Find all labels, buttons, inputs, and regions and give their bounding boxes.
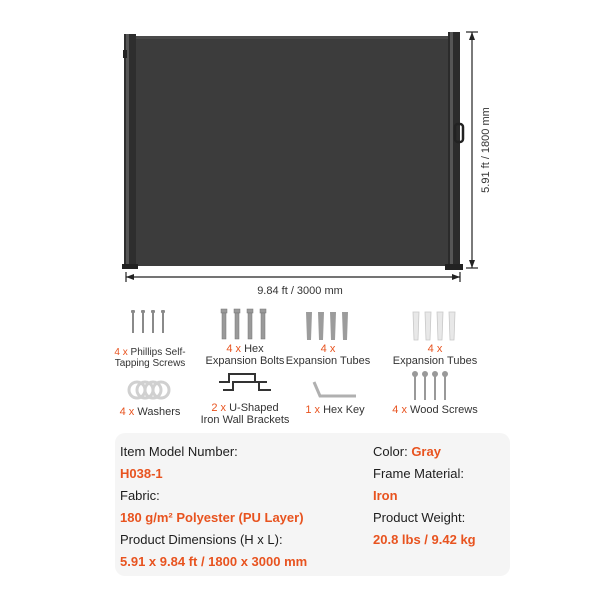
fabric-value: 180 g/m² Polyester (PU Layer) — [120, 510, 304, 525]
weight-label: Product Weight: — [373, 510, 466, 525]
width-dimension-label: 9.84 ft / 3000 mm — [257, 285, 343, 297]
expansion-tubes-gray-icon — [298, 310, 358, 342]
wood-screws-icon — [405, 370, 455, 404]
color-label: Color: — [373, 444, 408, 459]
expansion-tubes-white-icon — [405, 310, 465, 342]
part-label-phillips-screws: 4 x Phillips Self- Tapping Screws — [114, 347, 186, 369]
part-label-u-brackets: 2 x U-Shaped Iron Wall Brackets — [200, 402, 290, 426]
specs-panel — [115, 433, 510, 576]
hex-key-icon — [310, 378, 360, 404]
model-number-label: Item Model Number: — [120, 444, 238, 459]
color-row — [373, 444, 441, 459]
u-shaped-brackets-icon — [215, 370, 275, 400]
phillips-screws-icon — [125, 307, 175, 337]
hex-expansion-bolts-icon — [215, 307, 275, 343]
right-post — [448, 32, 460, 270]
dimensions-label: Product Dimensions (H x L): — [120, 532, 283, 547]
weight-value: 20.8 lbs / 9.42 kg — [373, 532, 476, 547]
washers-icon — [125, 375, 175, 405]
part-label-expansion-tubes-gray: 4 x Expansion Tubes — [285, 343, 371, 367]
frame-material-label: Frame Material: — [373, 466, 465, 481]
left-post — [124, 34, 136, 268]
part-label-hex-bolts: 4 x Hex Expansion Bolts — [205, 343, 285, 367]
screen-fabric — [136, 36, 448, 266]
color-value: Gray — [411, 444, 441, 459]
fabric-label: Fabric: — [120, 488, 160, 503]
height-dimension-label: 5.91 ft / 1800 mm — [480, 107, 492, 193]
frame-material-value: Iron — [373, 488, 398, 503]
part-label-wood-screws: 4 x Wood Screws — [392, 404, 478, 416]
part-label-expansion-tubes-white: 4 x Expansion Tubes — [392, 343, 478, 367]
model-number-value: H038-1 — [120, 466, 163, 481]
part-label-hex-key: 1 x Hex Key — [305, 404, 365, 416]
part-label-washers: 4 x Washers — [119, 406, 181, 418]
dimensions-value: 5.91 x 9.84 ft / 1800 x 3000 mm — [120, 554, 308, 569]
